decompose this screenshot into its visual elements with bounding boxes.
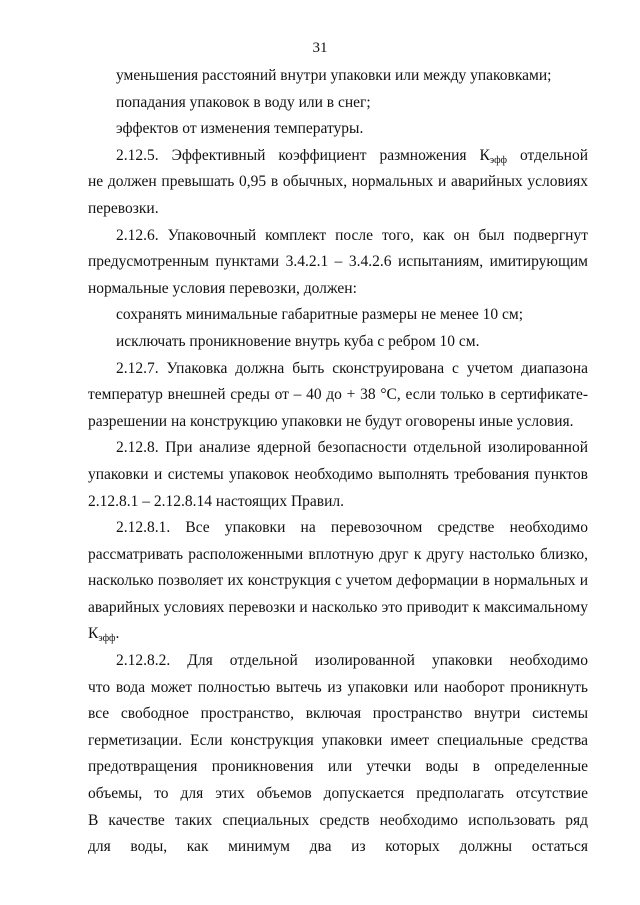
text-line-content: В качестве таких специальных средств необходимо использовать ряд <box>88 811 588 829</box>
text-line-content: упаковки и системы упаковок необходимо выполнять требования пунктов <box>88 465 588 483</box>
text-line <box>88 462 588 489</box>
text-line-content: разрешении на конструкцию упаковки не будут оговорены иные условия. <box>88 412 574 430</box>
subscript: эфф <box>98 633 116 645</box>
text-line <box>88 196 588 223</box>
text-line <box>88 515 588 542</box>
text-line-content: перевозки. <box>88 199 159 217</box>
text-line <box>88 356 588 383</box>
text-line-content: объемы, то для этих объемов допускается предполагать отсутствие <box>88 785 588 803</box>
text-line-content: температур внешней среды от – 40 до + 38 °С, если только в сертификате- <box>88 386 588 404</box>
text-line <box>88 568 588 595</box>
text-line <box>88 116 588 143</box>
text-line-content: исключать проникновение внутрь куба с ребром 10 см. <box>116 332 480 350</box>
text-line <box>88 276 588 303</box>
text-line <box>88 808 588 835</box>
text-line-content: предусмотренным пунктами 3.4.2.1 – 3.4.2.6 испытаниям, имитирующим <box>88 253 588 271</box>
subscript: эфф <box>489 154 507 166</box>
text-line-content: все свободное пространство, включая пространство внутри системы <box>88 705 588 723</box>
text-line <box>88 143 588 170</box>
text-line <box>88 435 588 462</box>
text-line <box>88 63 588 90</box>
text-line <box>88 302 588 329</box>
text-line <box>88 409 588 436</box>
text-line-content: 2.12.8.1. Все упаковки на перевозочном средстве необходимо <box>116 519 588 537</box>
text-line-content: уменьшения расстояний внутри упаковки или между упаковками; <box>116 67 552 84</box>
text-line-content: герметизации. Если конструкция упаковки имеет специальные средства <box>88 731 588 749</box>
page-number: 31 <box>312 40 328 56</box>
document-body <box>88 63 588 861</box>
text-line-content: нормальные условия перевозки, должен: <box>88 279 357 297</box>
text-line <box>88 781 588 808</box>
text-line-content: 2.12.6. Упаковочный комплект после того, как он был подвергнут <box>116 226 588 244</box>
text-line-content: что вода может полностью вытечь из упаковки или наоборот проникнуть <box>88 678 588 696</box>
text-line-continuation: отдельной <box>519 146 588 164</box>
text-line <box>88 675 588 702</box>
text-line <box>88 169 588 196</box>
text-line-content: для воды, как минимум два из которых должны остаться <box>88 838 588 856</box>
text-line <box>88 542 588 569</box>
text-line <box>88 621 588 648</box>
text-line <box>88 489 588 516</box>
text-line-content: К <box>88 625 99 643</box>
text-line-content: 2.12.8.1 – 2.12.8.14 настоящих Правил. <box>88 492 344 510</box>
text-line-content: рассматривать расположенными вплотную друг к другу настолько близко, <box>88 545 588 563</box>
text-line-content: 2.12.8. При анализе ядерной безопасности отдельной изолированной <box>116 439 588 457</box>
text-line <box>88 648 588 675</box>
text-line <box>88 834 588 861</box>
text-line-content: предотвращения проникновения или утечки воды в определенные <box>88 758 588 776</box>
text-line <box>88 754 588 781</box>
text-line <box>88 728 588 755</box>
text-line-content: не должен превышать 0,95 в обычных, нормальных и аварийных условиях <box>88 173 588 191</box>
text-line <box>88 701 588 728</box>
text-line <box>88 249 588 276</box>
text-line <box>88 90 588 117</box>
text-line-content: эффектов от изменения температуры. <box>116 120 364 138</box>
text-line-content: 2.12.7. Упаковка должна быть сконструирована с учетом диапазона <box>116 359 588 377</box>
text-line <box>88 223 588 250</box>
text-line <box>88 595 588 622</box>
text-line-content: попадания упаковок в воду или в снег; <box>116 93 371 111</box>
text-line-content: аварийных условиях перевозки и насколько это приводит к максимальному <box>88 598 588 616</box>
text-line-content: 2.12.5. Эффективный коэффициент размножения К <box>116 146 490 164</box>
text-line-content: насколько позволяет их конструкция с учетом деформации в нормальных и <box>88 572 588 590</box>
text-line <box>88 382 588 409</box>
text-line-content: 2.12.8.2. Для отдельной изолированной упаковки необходимо <box>116 652 588 670</box>
text-line <box>88 329 588 356</box>
text-line-continuation: . <box>115 625 120 643</box>
text-line-content: сохранять минимальные габаритные размеры не менее 10 см; <box>116 306 524 324</box>
